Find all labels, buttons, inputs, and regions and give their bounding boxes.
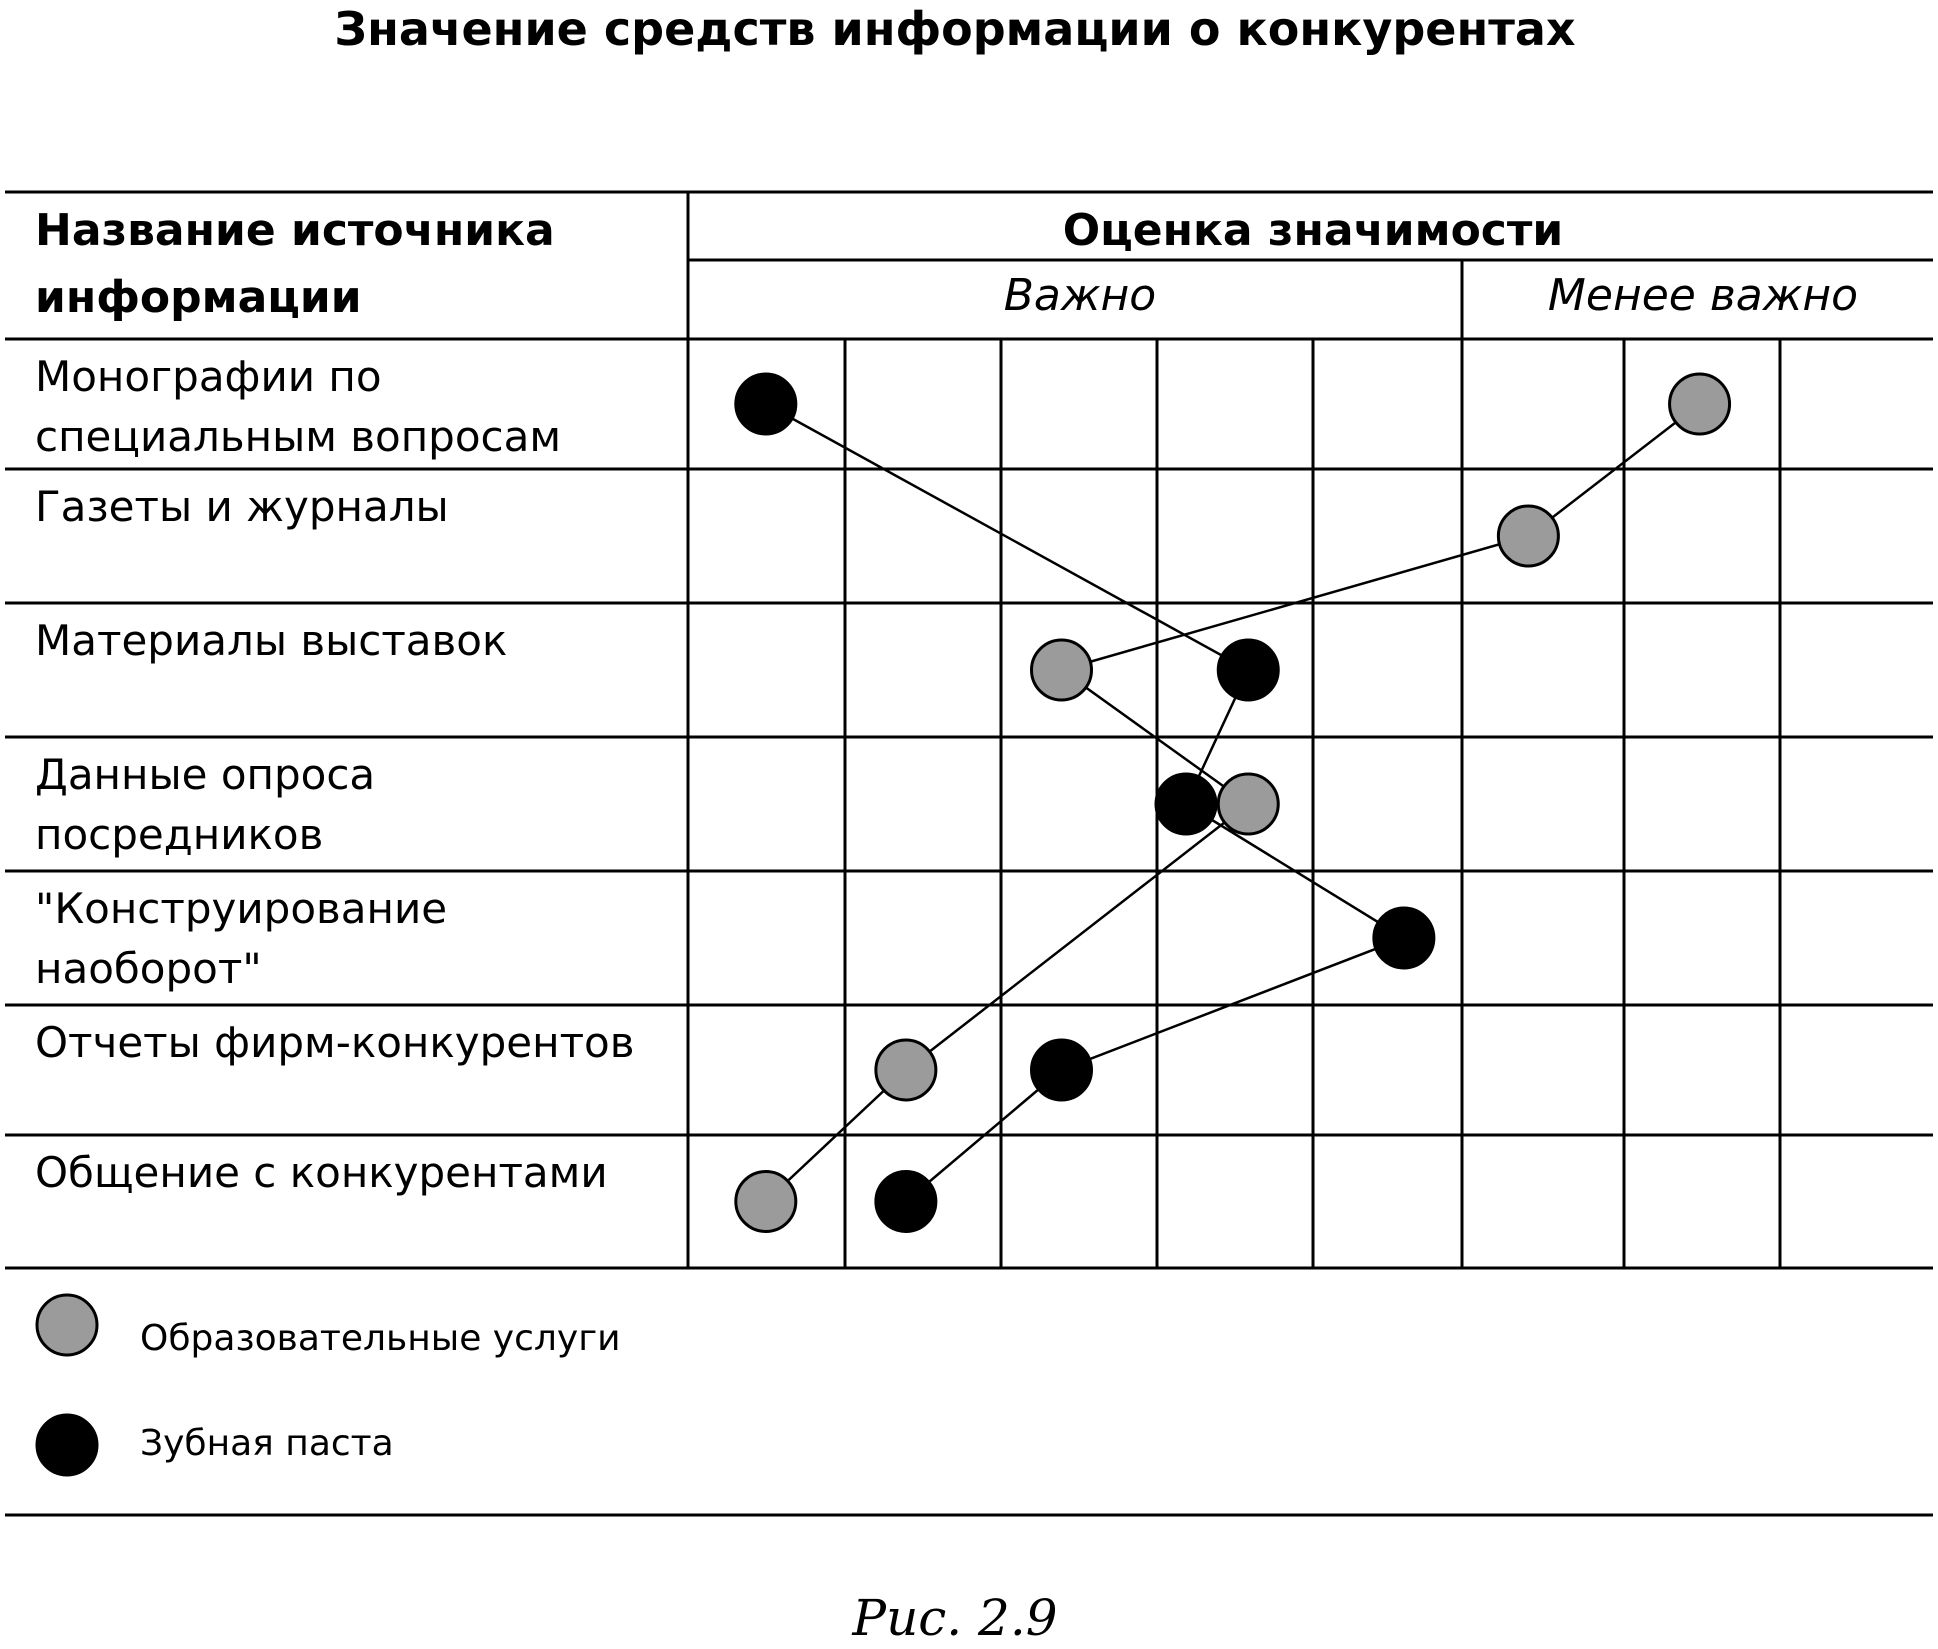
data-point-educational-services bbox=[736, 1172, 796, 1232]
row-label: Отчеты фирм-конкурентов bbox=[35, 1018, 635, 1067]
column-header-line-2: информации bbox=[35, 272, 362, 323]
data-point-toothpaste bbox=[1374, 908, 1434, 968]
data-point-educational-services bbox=[1032, 640, 1092, 700]
figure-caption: Рис. 2.9 bbox=[852, 1589, 1058, 1647]
scale-group-less-important: Менее важно bbox=[1547, 270, 1859, 321]
row-label: Газеты и журналы bbox=[35, 482, 449, 531]
legend bbox=[37, 1295, 621, 1475]
series-markers bbox=[736, 374, 1730, 1232]
scale-group-important: Важно bbox=[1003, 270, 1157, 321]
row-label: Материалы выставок bbox=[35, 616, 508, 665]
data-point-toothpaste bbox=[1156, 774, 1216, 834]
row-labels bbox=[35, 352, 634, 1197]
data-point-toothpaste bbox=[1218, 640, 1278, 700]
data-point-educational-services bbox=[1670, 374, 1730, 434]
data-point-educational-services bbox=[1218, 774, 1278, 834]
scale-header: Оценка значимости bbox=[1062, 205, 1564, 256]
data-point-toothpaste bbox=[1032, 1040, 1092, 1100]
row-label: Общение с конкурентами bbox=[35, 1148, 608, 1197]
data-point-toothpaste bbox=[736, 374, 796, 434]
column-header-line-1: Название источника bbox=[35, 205, 555, 256]
data-point-educational-services bbox=[876, 1040, 936, 1100]
chart-title: Значение средств информации о конкурентах bbox=[334, 2, 1576, 56]
row-label: Монографии по специальным вопросам bbox=[35, 352, 562, 461]
legend-marker-educational-services bbox=[37, 1295, 97, 1355]
data-point-educational-services bbox=[1498, 506, 1558, 566]
legend-label: Образовательные услуги bbox=[140, 1318, 621, 1359]
row-label: Данные опроса посредников bbox=[35, 750, 376, 859]
data-point-toothpaste bbox=[876, 1172, 936, 1232]
legend-label: Зубная паста bbox=[140, 1423, 394, 1464]
row-label: "Конструирование наоборот" bbox=[35, 884, 448, 993]
legend-marker-toothpaste bbox=[37, 1415, 97, 1475]
